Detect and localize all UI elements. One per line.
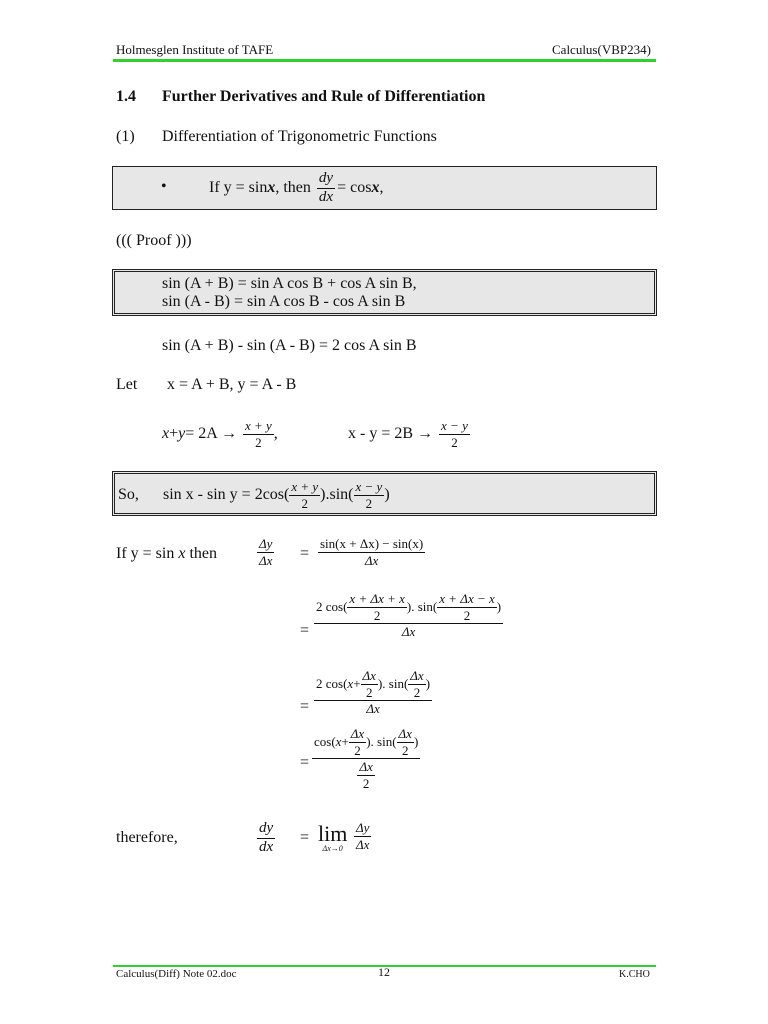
therefore-fraction <box>354 821 371 851</box>
delta-x: Δx <box>259 552 273 568</box>
step-4-inner-2-den: 2 <box>402 742 409 758</box>
step-4-denominator <box>355 759 376 790</box>
step-3-pre: 2 cos( <box>316 676 348 692</box>
step-1-num: sin(x + Δx) − sin(x) <box>320 536 424 551</box>
subsection-title: Differentiation of Trigonometric Functions <box>162 128 437 145</box>
step-3-fraction <box>314 669 432 716</box>
so-label: So, <box>118 486 139 503</box>
step-2-inner-1-num: x + Δx + x <box>349 591 405 606</box>
step-3-inner-1-num: Δx <box>362 668 376 683</box>
step-3-x: x <box>347 676 354 692</box>
equals-1: = <box>300 545 310 562</box>
step-2-post: ) <box>496 599 502 615</box>
therefore-den: Δx <box>356 836 370 852</box>
step-4-post: ) <box>413 734 419 750</box>
step-4-inner-2 <box>397 727 414 757</box>
let-expression: x = A + B, y = A - B <box>167 376 297 393</box>
step-4-inner-1-num: Δx <box>350 726 365 741</box>
limit-subscript: Δx→0 <box>322 844 343 853</box>
sum-y: y <box>178 425 186 442</box>
so-fraction-2-num: x − y <box>355 478 383 494</box>
limit-operator <box>318 823 347 853</box>
so-expr-b: ).sin( <box>320 486 354 503</box>
rule-end: , <box>379 179 384 196</box>
step-1-fraction <box>318 537 425 567</box>
step-3-numerator <box>314 669 432 701</box>
equals-2: = <box>300 622 310 639</box>
diff-fraction <box>439 419 470 449</box>
step-3-inner-2 <box>408 669 425 699</box>
rule-dx: dx <box>318 188 334 205</box>
so-expr-c: ) <box>384 486 390 503</box>
so-box <box>112 471 657 516</box>
bullet: • <box>161 178 167 195</box>
rule-dy: dy <box>317 171 335 189</box>
diff-eq: x - y = 2B → <box>348 425 434 442</box>
sum-fraction-num: x + y <box>244 417 272 433</box>
so-fraction-2 <box>354 480 385 510</box>
sum-line <box>162 414 278 454</box>
rule-if: If y = sin <box>209 179 268 196</box>
so-fraction-1-num: x + y <box>291 478 319 494</box>
step-4-inner-1-den: 2 <box>354 742 361 758</box>
step-2-inner-2 <box>437 592 497 622</box>
identities-box <box>112 269 657 316</box>
step-3-post: ) <box>425 676 431 692</box>
so-fraction-1 <box>289 480 320 510</box>
derivation-intro <box>116 545 217 563</box>
step-4-mid: ). sin( <box>366 734 397 750</box>
step-2-den: Δx <box>401 624 416 640</box>
let-label: Let <box>116 376 138 393</box>
step-4-numerator <box>312 727 420 759</box>
sum-eq: = 2A → <box>185 425 237 442</box>
sum-comma: , <box>273 425 278 442</box>
sum-plus: + <box>169 425 179 442</box>
step-2-inner-2-den: 2 <box>463 607 471 623</box>
so-formula <box>163 475 390 515</box>
step-4-pre: cos( <box>314 734 336 750</box>
sum-x: x <box>162 425 170 442</box>
diff-fraction-den: 2 <box>451 434 458 450</box>
identity-sum: sin (A + B) = sin A cos B + cos A sin B, <box>162 275 417 292</box>
step-2-mid: ). sin( <box>406 599 438 615</box>
step-3-mid: ). sin( <box>377 676 409 692</box>
equals-3: = <box>300 698 310 715</box>
therefore-dx: dx <box>259 838 274 855</box>
step-2-numerator <box>314 592 503 624</box>
rule-derivative <box>317 171 335 206</box>
header-right: Calculus(VBP234) <box>552 42 651 57</box>
step-1-den: Δx <box>364 552 379 568</box>
rule-x2: x <box>371 179 380 196</box>
proof-label: ((( Proof ))) <box>116 232 192 249</box>
derivation-then: then <box>185 545 218 562</box>
header-left: Holmesglen Institute of TAFE <box>116 42 274 57</box>
step-3-plus: + <box>353 676 361 692</box>
step-4-inner-1 <box>349 727 366 757</box>
delta-quotient <box>257 537 274 567</box>
step-3-inner-2-den: 2 <box>413 684 421 700</box>
therefore-num: Δy <box>356 820 370 835</box>
rule-then: , then <box>275 179 311 196</box>
diff-fraction-num: x − y <box>441 417 468 433</box>
step-3-den: Δx <box>366 701 380 717</box>
equals-4: = <box>300 754 310 771</box>
delta-y: Δy <box>259 536 273 551</box>
step-4-plus: + <box>341 734 349 750</box>
section-number: 1.4 <box>116 88 136 105</box>
identity-difference: sin (A - B) = sin A cos B - cos A sin B <box>162 293 406 310</box>
step-2-pre: 2 cos( <box>316 599 348 615</box>
step-2-fraction <box>314 592 503 639</box>
step-3-inner-2-num: Δx <box>410 668 424 683</box>
section-title: Further Derivatives and Rule of Differentiation <box>162 88 486 105</box>
limit-lim: lim <box>318 821 348 846</box>
step-4-den-fraction <box>357 760 374 790</box>
so-expr-a: sin x - sin y = 2cos( <box>163 486 290 503</box>
rule-x: x <box>267 179 276 196</box>
footer-right: K.CHO <box>619 969 650 980</box>
subsection-number: (1) <box>116 128 135 145</box>
therefore-derivative <box>257 821 275 856</box>
page-number: 12 <box>378 965 390 979</box>
step-3-inner-1-den: 2 <box>366 684 373 700</box>
diff-line <box>348 414 470 454</box>
sum-fraction-den: 2 <box>255 434 262 450</box>
rule-box <box>112 166 657 210</box>
so-fraction-2-den: 2 <box>365 495 373 511</box>
derivation-if: If y = sin <box>116 545 179 562</box>
step-2-inner-1 <box>347 592 407 622</box>
derivation-x: x <box>178 545 186 562</box>
therefore-equals: = <box>300 829 310 846</box>
step-4-fraction <box>312 727 420 791</box>
so-fraction-1-den: 2 <box>301 495 309 511</box>
sum-fraction <box>243 419 274 449</box>
step-4-inner-2-num: Δx <box>398 726 412 741</box>
difference-equation: sin (A + B) - sin (A - B) = 2 cos A sin B <box>162 337 417 354</box>
footer-left: Calculus(Diff) Note 02.doc <box>116 968 237 980</box>
step-4-x: x <box>335 734 342 750</box>
therefore-label: therefore, <box>116 829 178 846</box>
rule-eq: = cos <box>337 179 372 196</box>
step-2-inner-1-den: 2 <box>373 607 381 623</box>
rule-formula <box>209 170 383 206</box>
header-rule <box>113 59 656 62</box>
step-4-den-den: 2 <box>362 775 370 791</box>
step-2-inner-2-num: x + Δx − x <box>439 591 495 606</box>
step-3-inner-1 <box>361 669 378 699</box>
therefore-dy: dy <box>257 821 275 839</box>
step-4-den-num: Δx <box>359 759 373 775</box>
